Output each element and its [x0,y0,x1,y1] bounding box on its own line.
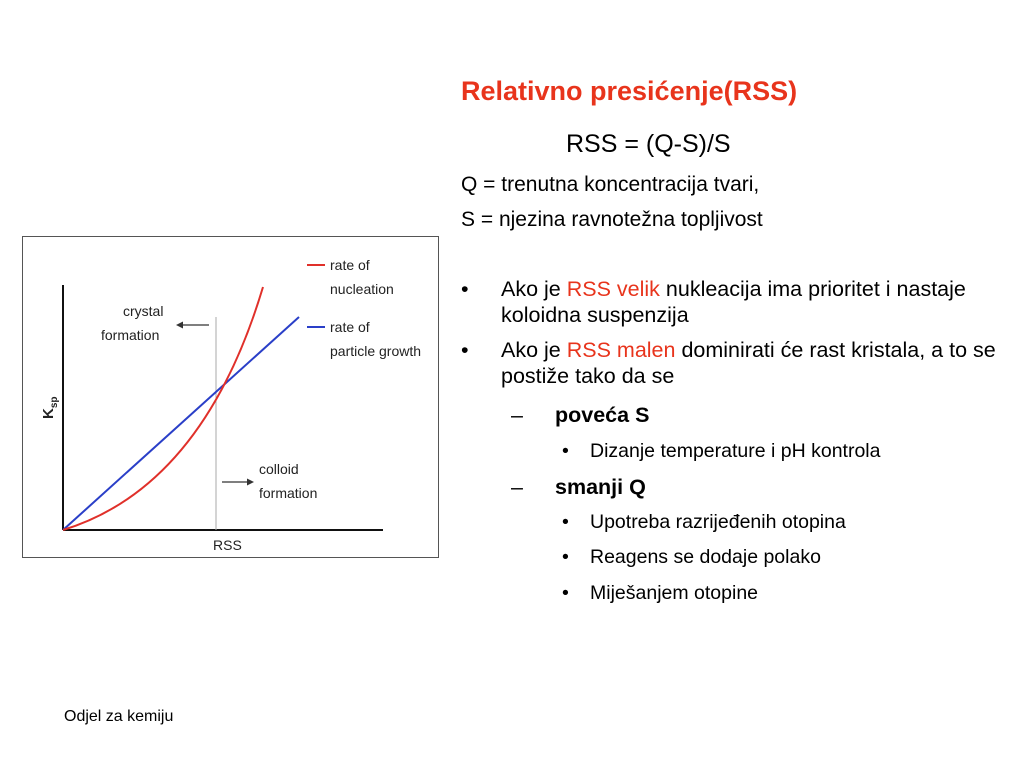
bullet-rss-large [461,276,1009,328]
sub-item-decrease-q [511,475,646,500]
annotation-crystal-formation-2: formation [101,327,160,343]
y-axis-label-subscript: sp [49,396,60,409]
bullet-marker: • [562,546,569,568]
y-axis-label [40,396,60,419]
bullet-highlight: RSS velik [566,277,660,301]
bullet-marker: • [562,511,569,533]
arrow-left-head-icon [176,322,183,329]
series-line-nucleation [63,287,263,530]
bullet-highlight: RSS malen [566,338,676,362]
dash-marker: – [511,475,523,499]
bullet-rss-small [461,337,1009,389]
bullet-marker: • [461,338,469,362]
annotation-colloid-formation-2: formation [259,485,318,501]
slide-title: Relativno presićenje(RSS) [461,76,798,106]
legend-label-particle-growth-2: particle growth [330,343,422,359]
sub-sub-item [562,582,758,605]
sub-sub-item-label: Upotreba razrijeđenih otopina [590,511,846,533]
annotation-colloid-formation-1: colloid [259,461,299,477]
sub-item-increase-s [511,403,649,428]
rss-formula: RSS = (Q-S)/S [566,130,731,158]
definition-s: S = njezina ravnotežna topljivost [461,208,763,231]
sub-sub-item [562,440,880,463]
bullet-marker: • [562,440,569,462]
sub-sub-item-label: Reagens se dodaje polako [590,546,821,568]
sub-item-label: poveća S [555,403,650,427]
legend-label-nucleation-2: nucleation [330,281,394,297]
legend-label-particle-growth-1: rate of [330,319,370,335]
bullet-marker: • [461,277,469,301]
bullet-text-after: nukleacija ima prioritet i nastaje koloidna suspenzija [501,277,966,327]
dash-marker: – [511,403,523,427]
y-axis-label-main: K [40,408,57,419]
bullet-text-before: Ako je [501,338,567,362]
legend-label-nucleation-1: rate of [330,257,370,273]
bullet-marker: • [562,582,569,604]
bullet-text-after: dominirati će rast kristala, a to se postiže tako da se [501,338,996,388]
definition-q: Q = trenutna koncentracija tvari, [461,173,760,196]
sub-item-label: smanji Q [555,475,646,499]
annotation-crystal-formation-1: crystal [123,303,164,319]
x-axis-label: RSS [213,537,242,553]
sub-sub-item-label: Miješanjem otopine [590,582,759,604]
bullet-text-before: Ako je [501,277,567,301]
footer-text: Odjel za kemiju [64,708,174,725]
ksp-vs-rss-chart [22,236,439,558]
sub-sub-item [562,546,821,569]
sub-sub-item [562,511,846,534]
arrow-right-head-icon [247,479,254,486]
sub-sub-item-label: Dizanje temperature i pH kontrola [590,440,881,462]
